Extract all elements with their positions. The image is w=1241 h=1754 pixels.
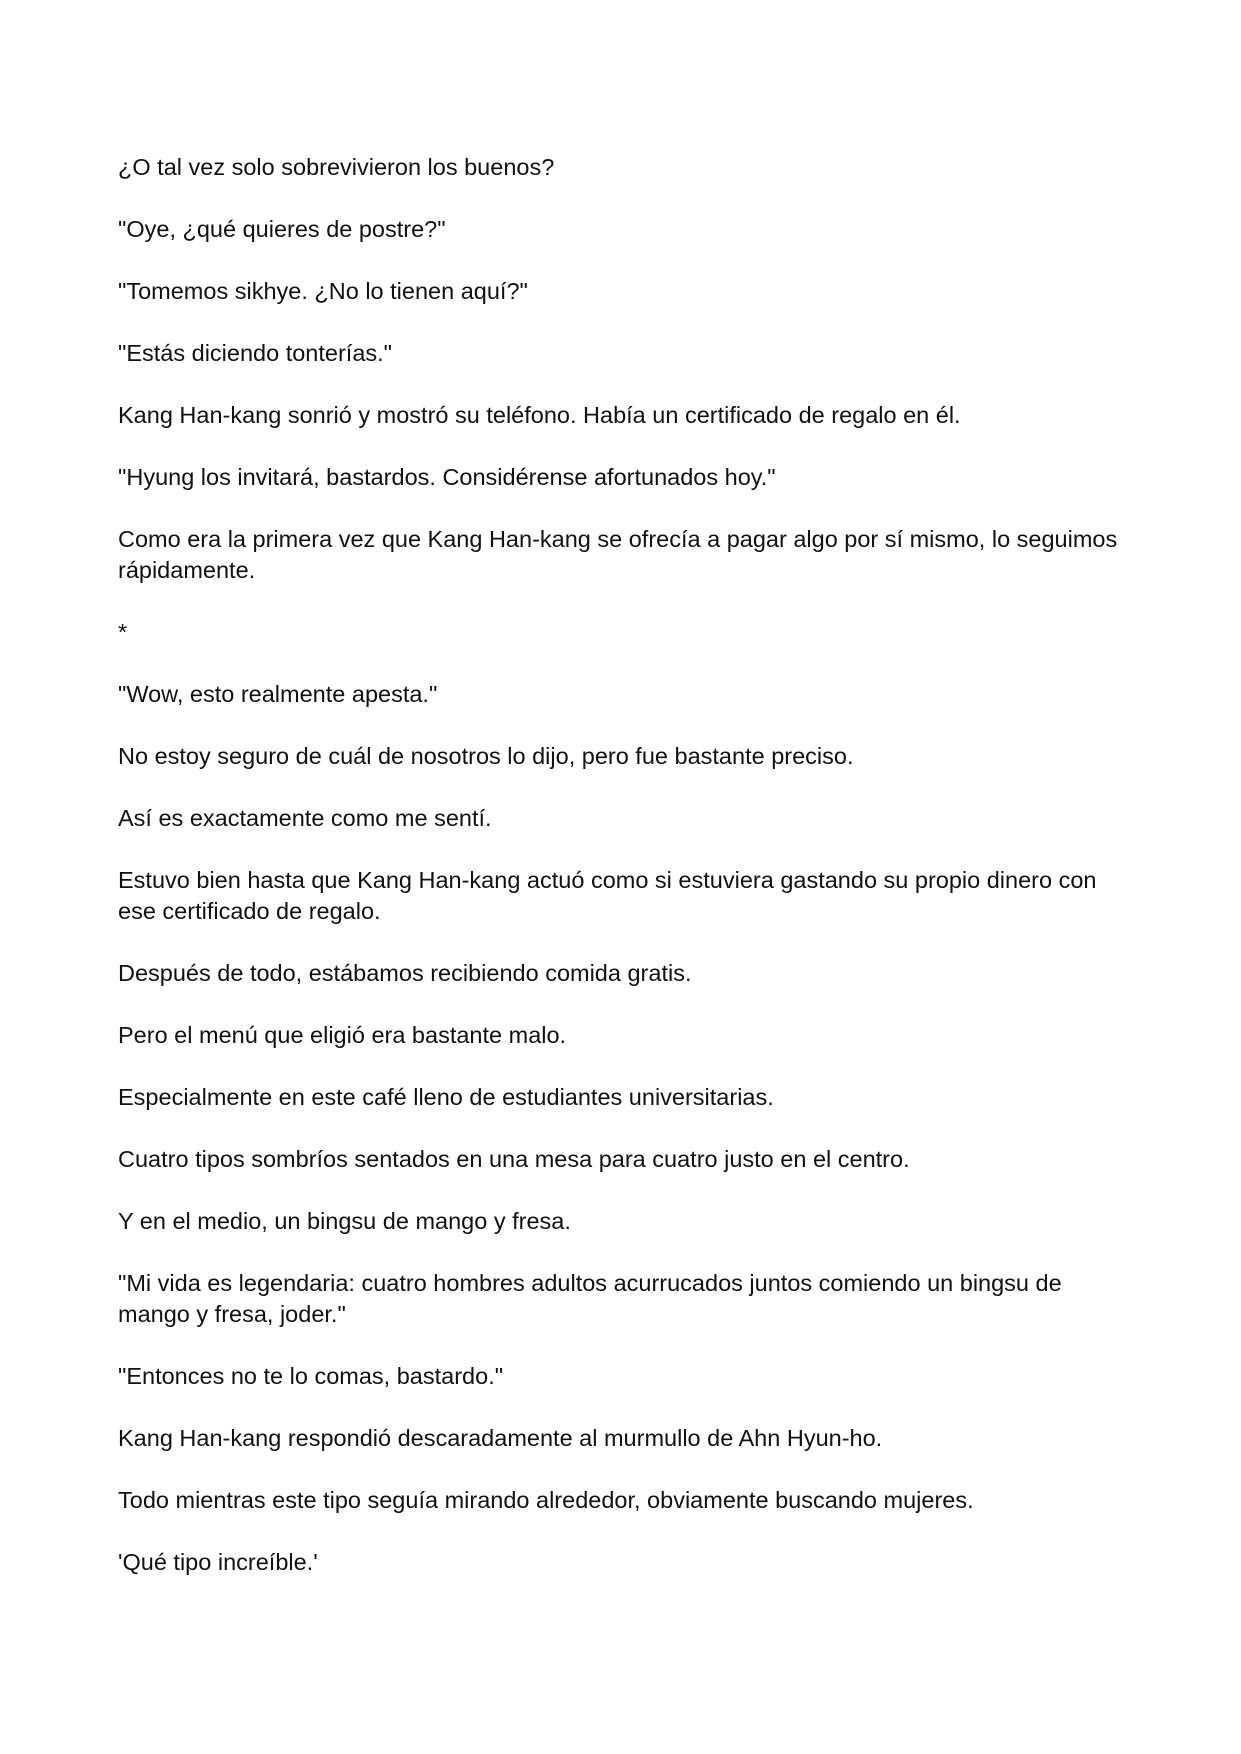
paragraph: Después de todo, estábamos recibiendo comida gratis. — [118, 960, 692, 986]
paragraph: Kang Han-kang respondió descaradamente al murmullo de Ahn Hyun-ho. — [118, 1425, 883, 1451]
paragraph: "Tomemos sikhye. ¿No lo tienen aquí?" — [118, 278, 528, 304]
paragraph: "Oye, ¿qué quieres de postre?" — [118, 216, 446, 242]
paragraph: Y en el medio, un bingsu de mango y fresa. — [118, 1208, 571, 1234]
paragraph: "Mi vida es legendaria: cuatro hombres adultos acurrucados juntos comiendo un bingsu de mango y fresa, joder." — [118, 1270, 1062, 1327]
paragraph: "Hyung los invitará, bastardos. Considérense afortunados hoy." — [118, 464, 776, 490]
paragraph: Así es exactamente como me sentí. — [118, 805, 492, 831]
document-body — [118, 152, 1138, 1609]
paragraph: "Wow, esto realmente apesta." — [118, 681, 438, 707]
scene-separator: * — [118, 619, 128, 645]
paragraph: Especialmente en este café lleno de estudiantes universitarias. — [118, 1084, 774, 1110]
paragraph: ¿O tal vez solo sobrevivieron los buenos? — [118, 154, 555, 180]
paragraph: No estoy seguro de cuál de nosotros lo dijo, pero fue bastante preciso. — [118, 743, 854, 769]
paragraph: 'Qué tipo increíble.' — [118, 1549, 318, 1575]
paragraph: "Estás diciendo tonterías." — [118, 340, 393, 366]
paragraph: Cuatro tipos sombríos sentados en una mesa para cuatro justo en el centro. — [118, 1146, 910, 1172]
paragraph: "Entonces no te lo comas, bastardo." — [118, 1363, 504, 1389]
paragraph: Pero el menú que eligió era bastante malo. — [118, 1022, 567, 1048]
paragraph: Todo mientras este tipo seguía mirando alrededor, obviamente buscando mujeres. — [118, 1487, 974, 1513]
paragraph: Estuvo bien hasta que Kang Han-kang actuó como si estuviera gastando su propio dinero con ese certificado de regalo. — [118, 867, 1097, 924]
paragraph: Kang Han-kang sonrió y mostró su teléfono. Había un certificado de regalo en él. — [118, 402, 961, 428]
paragraph: Como era la primera vez que Kang Han-kang se ofrecía a pagar algo por sí mismo, lo seguimos rápidamente. — [118, 526, 1118, 583]
